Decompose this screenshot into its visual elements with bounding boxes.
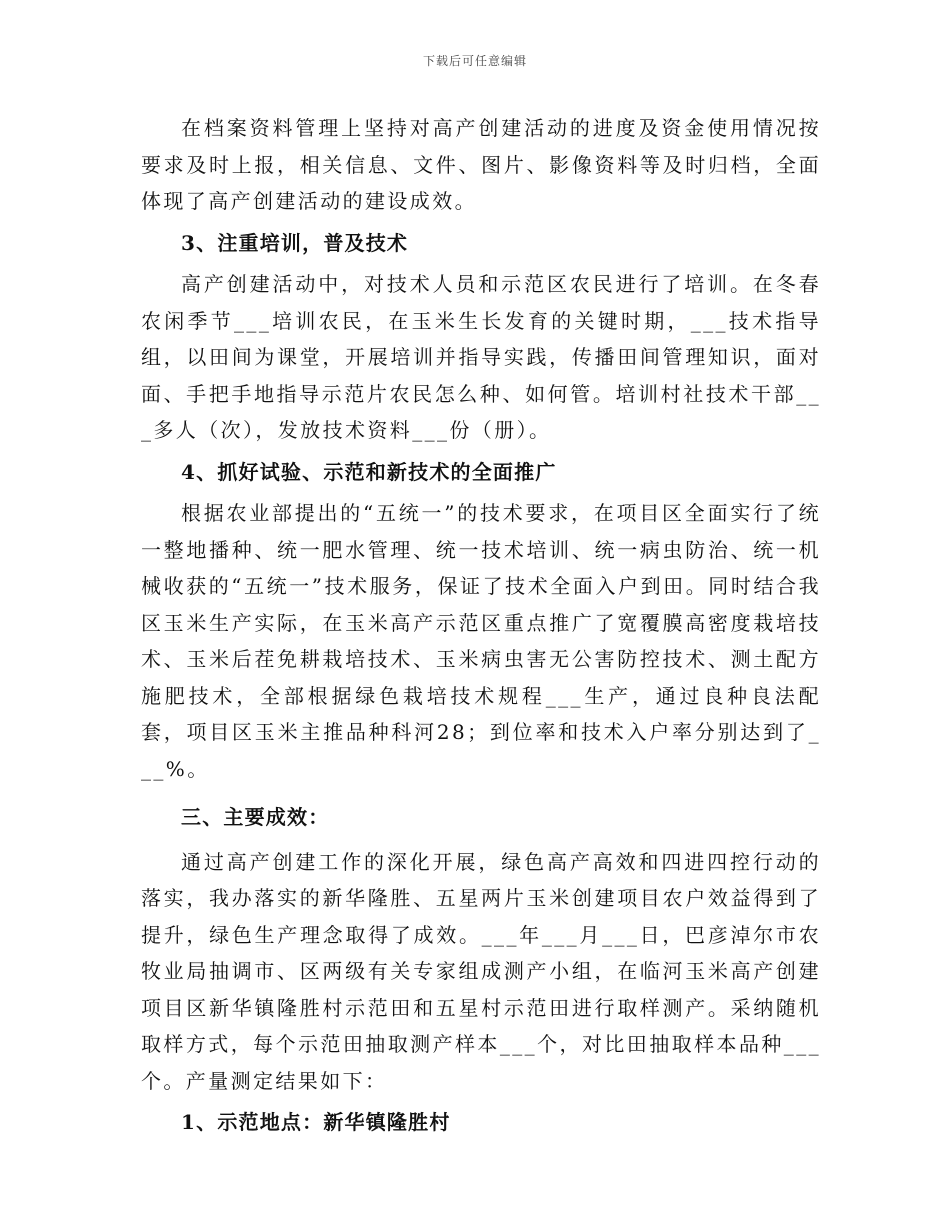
heading-promotion: 4、抓好试验、示范和新技术的全面推广	[181, 459, 557, 484]
heading-demo-site-1: 1、示范地点：新华镇隆胜村	[181, 1110, 451, 1134]
paragraph-archive-management: 在档案资料管理上坚持对高产创建活动的进度及资金使用情况按要求及时上报，相关信息、文件、图片、影像资料等及时归档，全面体现了高产创建活动的建设成效。	[141, 116, 821, 213]
header-note: 下载后可任意编辑	[422, 54, 527, 68]
heading-training: 3、注重培训，普及技术	[181, 230, 409, 255]
document-body	[141, 110, 821, 1146]
paragraph-promotion: 根据农业部提出的“五统一”的技术要求，在项目区全面实行了统一整地播种、统一肥水管理、统一技术培训、统一病虫防治、统一机械收获的“五统一”技术服务，保证了技术全面入户到田。同时结合我区玉米生产实际，在玉米高产示范区重点推广了宽覆膜高密度栽培技术、玉米后茬免耕栽培技术、玉米病虫害无公害防控技术、测土配方施肥技术，全部根据绿色栽培技术规程___生产，通过良种良法配套，项目区玉米主推品种科河28；到位率和技术入户率分别达到了___%。	[141, 501, 821, 781]
paragraph-training: 高产创建活动中，对技术人员和示范区农民进行了培训。在冬春农闲季节___培训农民，在玉米生长发育的关键时期，___技术指导组，以田间为课堂，开展培训并指导实践，传播田间管理知识，面对面、手把手地指导示范片农民怎么种、如何管。培训村社技术干部___多人（次），发放技术资料___份（册）。	[141, 272, 821, 442]
paragraph-main-results: 通过高产创建工作的深化开展，绿色高产高效和四进四控行动的落实，我办落实的新华隆胜、五星两片玉米创建项目农户效益得到了提升，绿色生产理念取得了成效。___年___月___日，巴彦淖尔市农牧业局抽调市、区两级有关专家组成测产小组，在临河玉米高产创建项目区新华镇隆胜村示范田和五星村示范田进行取样测产。采纳随机取样方式，每个示范田抽取测产样本___个，对比田抽取样本品种___个。产量测定结果如下：	[141, 849, 821, 1093]
heading-main-results: 三、主要成效：	[181, 805, 330, 829]
